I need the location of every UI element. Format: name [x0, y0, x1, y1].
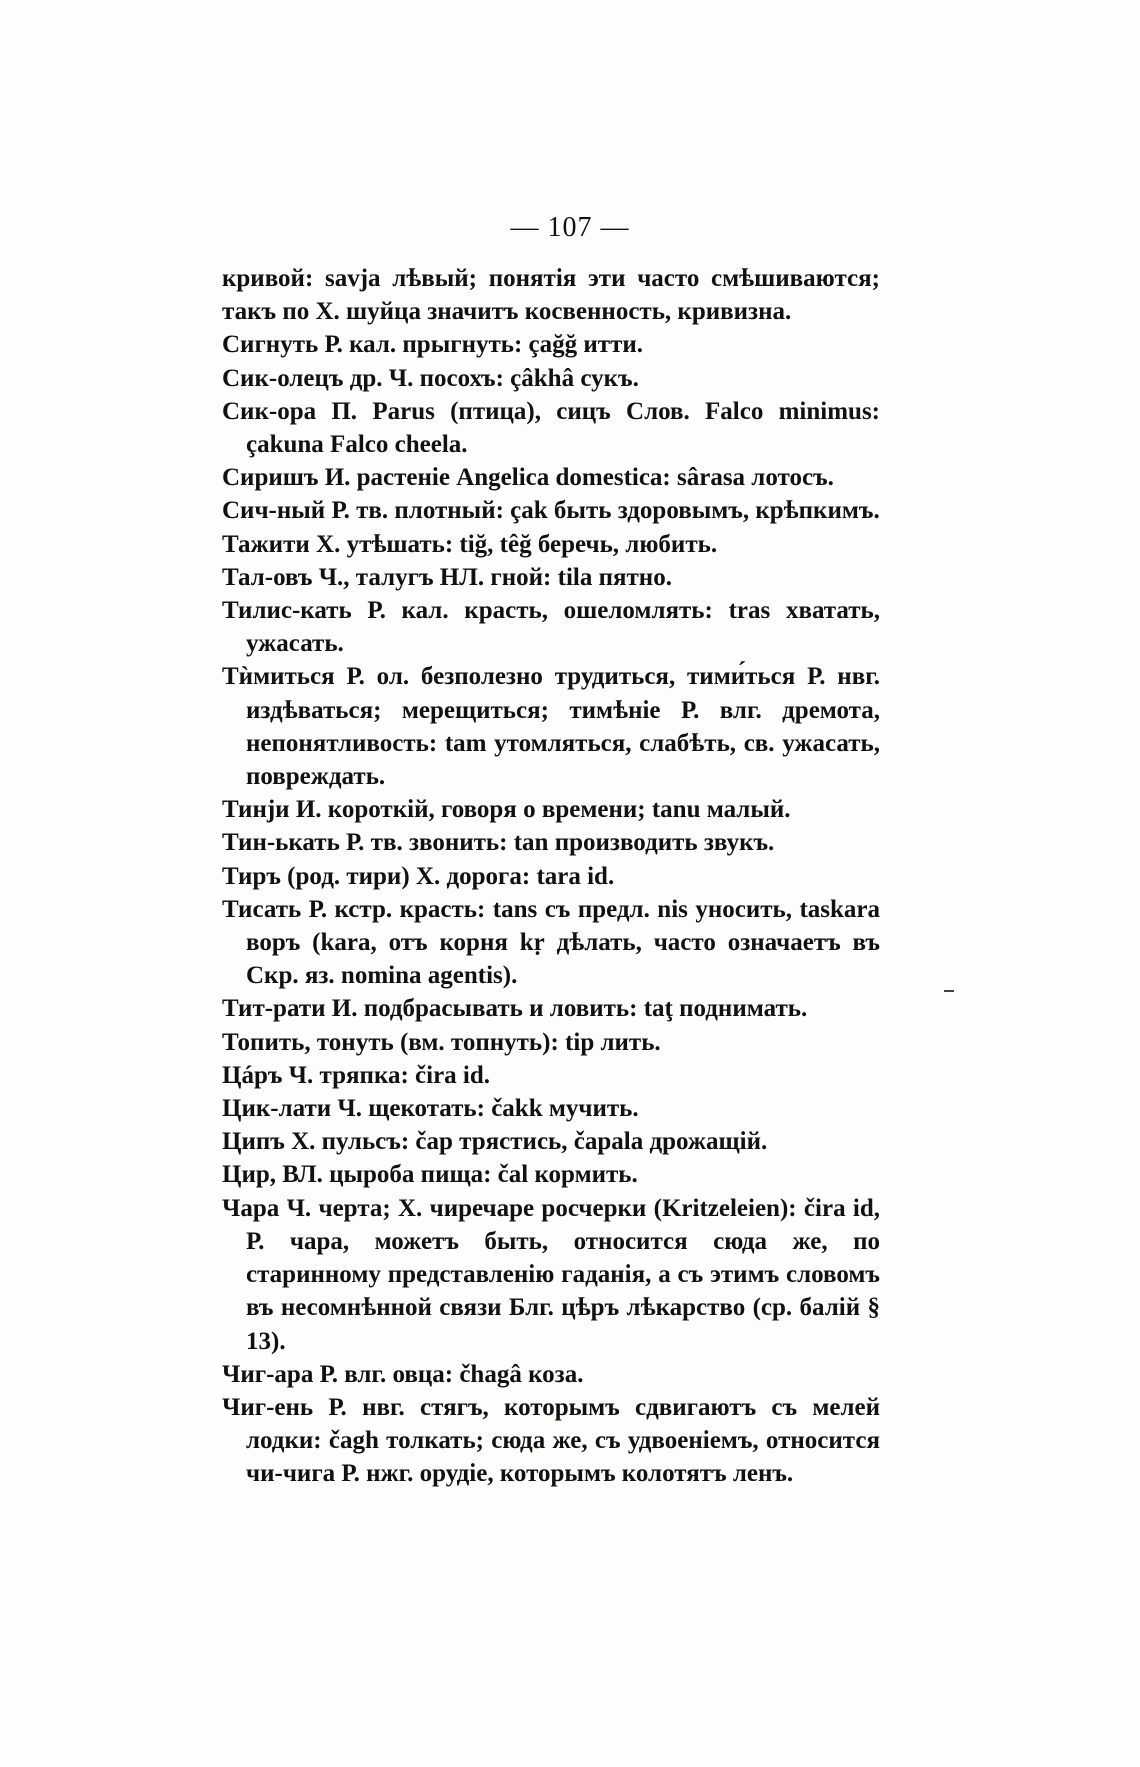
dictionary-entry: Сик-олецъ др. Ч. посохъ: çâkhâ сукъ. — [222, 364, 639, 392]
dictionary-entry: Цáръ Ч. тряпка: čira id. — [222, 1061, 491, 1089]
dictionary-entry: Тиръ (род. тири) Х. дорога: tara id. — [222, 862, 615, 890]
dictionary-entry: Ципъ Х. пульсъ: čap трястись, čapala дрожащій. — [222, 1128, 768, 1156]
dictionary-entry: Тилис-кать Р. кал. красть, ошеломлять: tras хватать, ужасать. — [222, 597, 880, 658]
dictionary-entry: Чиг-ень Р. нвг. стягъ, которымъ сдвигаютъ съ мелей лодки: čagh толкать; сюда же, съ удвоеніемъ, относится чи-чига Р. нжг. орудіе, которымъ колотятъ ленъ. — [222, 1393, 880, 1488]
dictionary-entry: Сич-ный Р. тв. плотный: çak быть здоровымъ, крѣпкимъ. — [222, 497, 880, 525]
dictionary-entry: Тисать Р. кстр. красть: tans съ предл. nis уносить, taskara воръ (kara, отъ корня kṛ дѣлать, часто означаетъ въ Скр. яз. nomina agentis). — [222, 895, 880, 990]
dictionary-entry: Сигнуть Р. кал. прыгнуть: çağğ итти. — [222, 331, 644, 359]
dictionary-entry: Топить, тонуть (вм. топнуть): tip лить. — [222, 1028, 661, 1056]
dictionary-entry: Тажити Х. утѣшать: tiğ, têğ беречь, любить. — [222, 530, 718, 558]
dictionary-entry: Цир, ВЛ. цыроба пища: čal кормить. — [222, 1161, 638, 1189]
margin-mark — [944, 990, 954, 992]
page-number: — 107 — — [510, 212, 630, 243]
dictionary-entry: кривой: savja лѣвый; понятія эти часто смѣшиваются; такъ по Х. шуйца значитъ косвенность, кривизна. — [222, 265, 880, 326]
dictionary-entry: Тинји И. короткій, говоря о времени; tanu малый. — [222, 796, 791, 824]
dictionary-entry: Чиг-ара Р. влг. овца: čhagâ коза. — [222, 1360, 584, 1388]
dictionary-text — [222, 262, 880, 1491]
dictionary-entry: Сик-ора П. Parus (птица), сицъ Слов. Falco minimus: çakuna Falco cheela. — [222, 397, 880, 459]
dictionary-entry: Тал-овъ Ч., талугъ НЛ. гной: tila пятно. — [222, 563, 672, 591]
dictionary-entry: Тѝмиться Р. ол. безполезно трудиться, тими́ться Р. нвг. издѣваться; мерещиться; тимѣніе Р. влг. дремота, непонятливость: tam утомляться, слабѣть, св. ужасать, повреждать. — [222, 663, 880, 791]
dictionary-entry: Чара Ч. черта; Х. чиречаре росчерки (Kritzeleien): čira id, Р. чара, можетъ быть, относится сюда же, по старинному представленію гаданія, а съ этимъ словомъ въ несомнѣнной связи Блг. цѣръ лѣкарство (ср. балій § 13). — [222, 1194, 880, 1355]
dictionary-entry: Цик-лати Ч. щекотать: čakk мучить. — [222, 1095, 639, 1123]
dictionary-entry: Тит-рати И. подбрасывать и ловить: taţ поднимать. — [222, 995, 808, 1023]
dictionary-entry: Сиришъ И. растеніе Angelica domestica: sârasa лотосъ. — [222, 464, 834, 492]
dictionary-entry: Тин-ькать Р. тв. звонить: tan производить звукъ. — [222, 829, 775, 857]
